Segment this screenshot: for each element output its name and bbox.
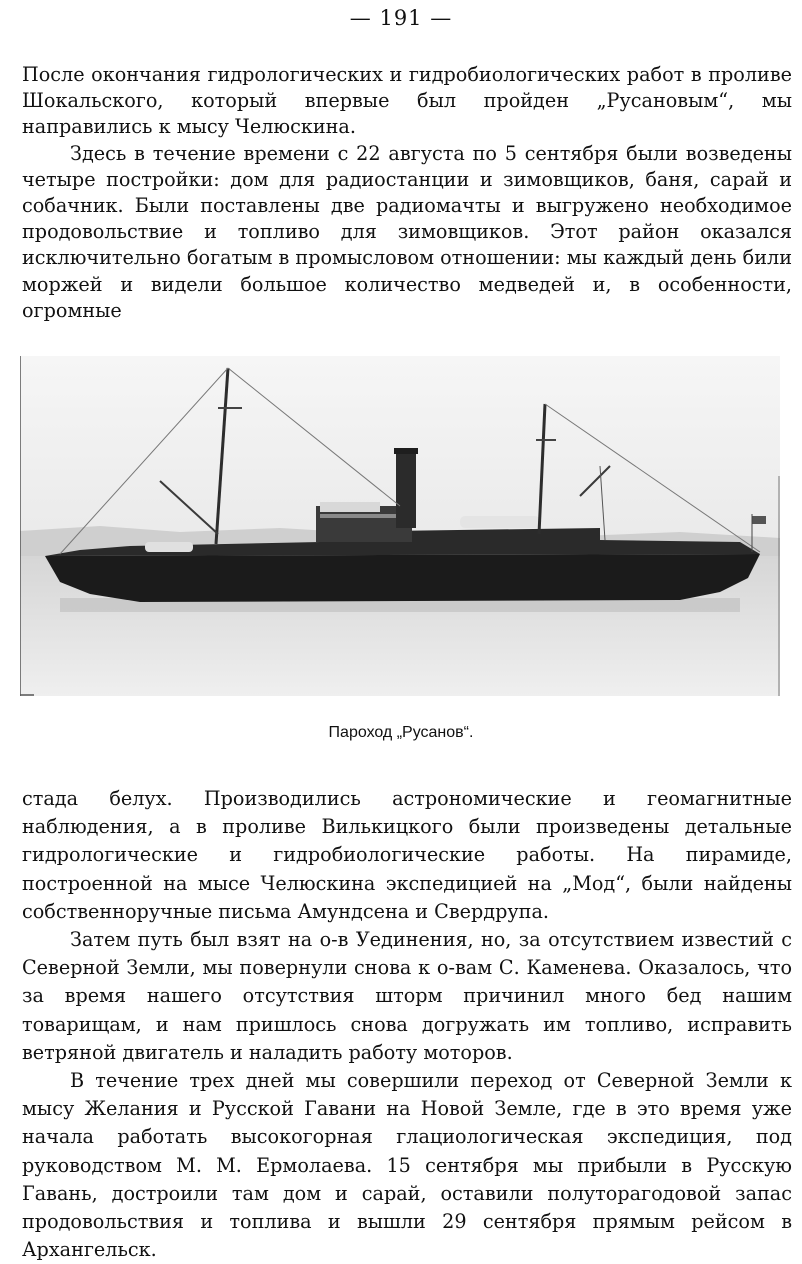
text-block-top (22, 62, 792, 324)
paragraph: стада белух. Производились астрономические и геомагнитные наблюдения, а в проливе Вилькицкого были произведены детальные гидрологические и гидробиологические работы. На пирамиде, построенной на мысе Челюскина экспедицией на „Мод“, были найдены собственноручные письма Амундсена и Свердрупа. (22, 787, 792, 923)
ship-photo (20, 356, 780, 696)
figure-caption: Пароход „Русанов“. (328, 724, 474, 741)
page-number: — 191 — (349, 6, 453, 30)
paragraph: Затем путь был взят на о-в Уединения, но, за отсутствием известий с Северной Земли, мы повернули снова к о-вам С. Каменева. Оказалось, что за время нашего отсутствия шторм причинил много бед нашим товарищам, и нам пришлось снова догружать им топливо, исправить ветряной двигатель и наладить работу моторов. (22, 928, 792, 1064)
paragraph: Здесь в течение времени с 22 августа по 5 сентября были возведены четыре постройки: дом для радиостанции и зимовщиков, баня, сарай и собачник. Были поставлены две радиомачты и выгружено необходимое продовольствие и топливо для зимовщиков. Этот район оказался исключительно богатым в промысловом отношении: мы каждый день били моржей и видели большое количество медведей и, в особенности, огромные (22, 141, 792, 322)
text-block-bottom (22, 785, 792, 1264)
paragraph: После окончания гидрологических и гидробиологических работ в проливе Шокальского, который впервые был пройден „Русановым“, мы направились к мысу Челюскина. (22, 63, 792, 139)
paragraph: В течение трех дней мы совершили переход от Северной Земли к мысу Желания и Русской Гавани на Новой Земле, где в это время уже начала работать высокогорная глациологическая экспедиция, под руководством М. М. Ермолаева. 15 сентября мы прибыли в Русскую Гавань, достроили там дом и сарай, оставили полуторагодовой запас продовольствия и топлива и вышли 29 сентября прямым рейсом в Архангельск. (22, 1069, 792, 1262)
